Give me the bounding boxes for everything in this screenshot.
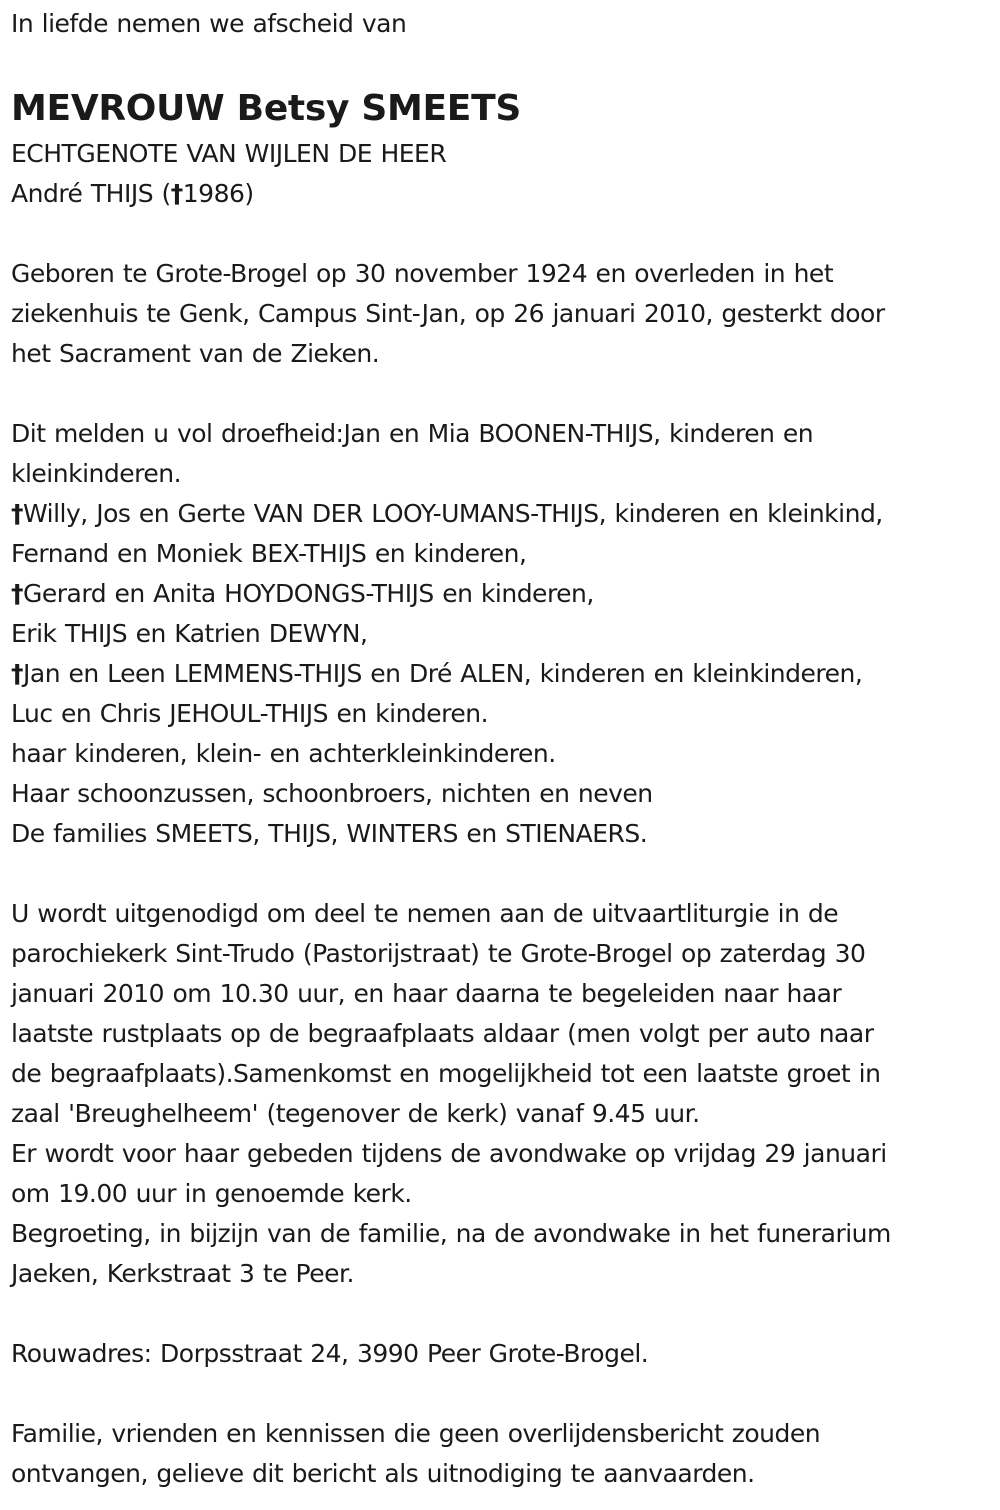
paragraph-line: januari 2010 om 10.30 uur, en haar daarna te begeleiden naar haar xyxy=(11,979,842,1008)
paragraph-line: om 19.00 uur in genoemde kerk. xyxy=(11,1179,412,1208)
cross-icon: † xyxy=(11,659,23,688)
paragraph-line: Begroeting, in bijzijn van de familie, na de avondwake in het funerarium xyxy=(11,1219,891,1248)
paragraph-line: Geboren te Grote-Brogel op 30 november 1924 en overleden in het xyxy=(11,259,834,288)
cross-icon: † xyxy=(11,499,23,528)
family-paragraph xyxy=(11,414,991,854)
family-line: Fernand en Moniek BEX-THIJS en kinderen, xyxy=(11,539,527,568)
paragraph-line: Er wordt voor haar gebeden tijdens de avondwake op vrijdag 29 januari xyxy=(11,1139,887,1168)
paragraph-line: de begraafplaats).Samenkomst en mogelijkheid tot een laatste groet in xyxy=(11,1059,881,1088)
deceased-name: MEVROUW Betsy SMEETS xyxy=(11,88,521,129)
closing-paragraph xyxy=(11,1414,991,1494)
obituary-notice xyxy=(11,0,991,1494)
intro-text: In liefde nemen we afscheid van xyxy=(11,9,407,38)
paragraph-line: parochiekerk Sint-Trudo (Pastorijstraat) te Grote-Brogel op zaterdag 30 xyxy=(11,939,866,968)
family-line xyxy=(11,654,991,694)
family-line: Dit melden u vol droefheid:Jan en Mia BOONEN-THIJS, kinderen en xyxy=(11,419,814,448)
cross-icon: † xyxy=(11,579,23,608)
birth-paragraph xyxy=(11,254,991,374)
family-line-text: Gerard en Anita HOYDONGS-THIJS en kinderen, xyxy=(23,579,594,608)
paragraph-line: Familie, vrienden en kennissen die geen overlijdensbericht zouden xyxy=(11,1419,821,1448)
family-line-text: Jan en Leen LEMMENS-THIJS en Dré ALEN, kinderen en kleinkinderen, xyxy=(23,659,863,688)
paragraph-line: ontvangen, gelieve dit bericht als uitnodiging te aanvaarden. xyxy=(11,1459,755,1488)
spouse-year: 1986) xyxy=(182,179,254,208)
family-line: Erik THIJS en Katrien DEWYN, xyxy=(11,619,368,648)
spouse-line xyxy=(11,174,991,214)
spouse-label: ECHTGENOTE VAN WIJLEN DE HEER xyxy=(11,139,447,168)
spouse-name: André THIJS ( xyxy=(11,179,171,208)
cross-icon: † xyxy=(170,179,183,208)
family-line xyxy=(11,574,991,614)
mourning-address: Rouwadres: Dorpsstraat 24, 3990 Peer Grote-Brogel. xyxy=(11,1339,649,1368)
paragraph-line: ziekenhuis te Genk, Campus Sint-Jan, op 26 januari 2010, gesterkt door xyxy=(11,299,885,328)
paragraph-line: zaal 'Breughelheem' (tegenover de kerk) vanaf 9.45 uur. xyxy=(11,1099,700,1128)
paragraph-line: U wordt uitgenodigd om deel te nemen aan de uitvaartliturgie in de xyxy=(11,899,839,928)
family-line: Luc en Chris JEHOUL-THIJS en kinderen. xyxy=(11,699,489,728)
paragraph-line: laatste rustplaats op de begraafplaats aldaar (men volgt per auto naar xyxy=(11,1019,874,1048)
family-line-text: Willy, Jos en Gerte VAN DER LOOY-UMANS-THIJS, kinderen en kleinkind, xyxy=(23,499,883,528)
family-line: haar kinderen, klein- en achterkleinkinderen. xyxy=(11,739,556,768)
funeral-paragraph xyxy=(11,894,991,1294)
paragraph-line: het Sacrament van de Zieken. xyxy=(11,339,380,368)
family-line: Haar schoonzussen, schoonbroers, nichten en neven xyxy=(11,779,653,808)
family-line: De families SMEETS, THIJS, WINTERS en STIENAERS. xyxy=(11,819,648,848)
family-line xyxy=(11,494,991,534)
paragraph-line: Jaeken, Kerkstraat 3 te Peer. xyxy=(11,1259,354,1288)
family-line: kleinkinderen. xyxy=(11,459,182,488)
